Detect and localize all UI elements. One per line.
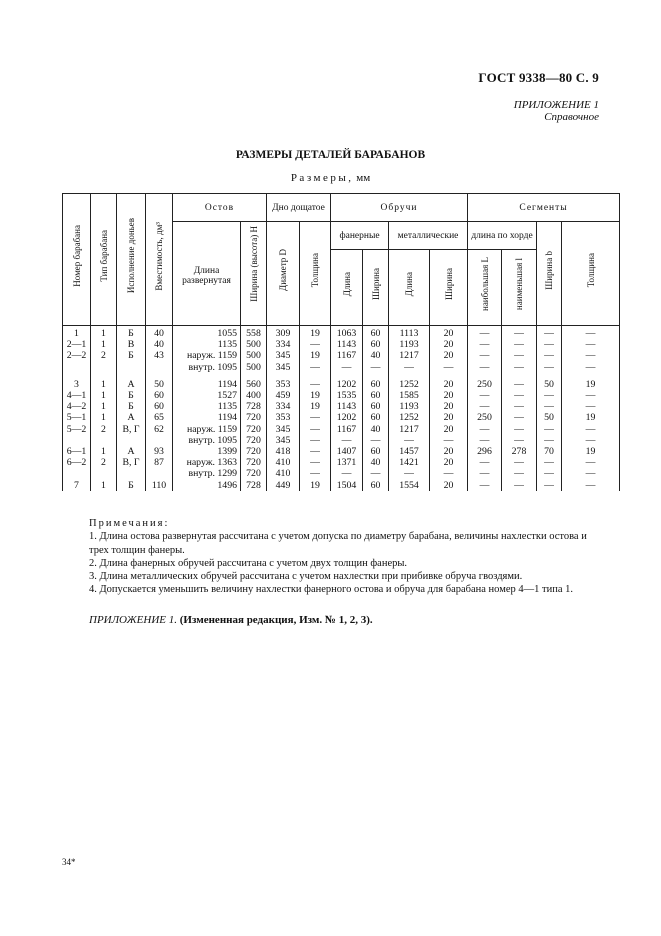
table-cell: 1	[91, 326, 117, 340]
table-cell: —	[562, 350, 620, 361]
table-cell: 20	[430, 326, 468, 340]
table-cell: —	[562, 390, 620, 401]
table-cell: 62	[146, 424, 173, 435]
group-metal: металлические	[389, 222, 468, 250]
table-cell: 60	[363, 412, 389, 423]
table-cell	[63, 468, 91, 479]
table-cell: —	[300, 468, 331, 479]
table-cell: 1193	[389, 401, 430, 412]
table-cell: —	[502, 424, 537, 435]
table-cell: Б	[117, 390, 146, 401]
table-cell: —	[502, 457, 537, 468]
table-cell: 560	[241, 379, 267, 390]
table-cell: —	[468, 480, 502, 491]
table-cell: Б	[117, 350, 146, 361]
table-cell: —	[430, 468, 468, 479]
col-dlina-razvernutaya: Длина развернутая	[173, 222, 241, 326]
col-shirina-h: Ширина (высота) H	[241, 222, 267, 326]
table-row	[63, 379, 620, 390]
table-cell: Б	[117, 401, 146, 412]
table-cell: —	[363, 435, 389, 446]
table-cell: 2	[91, 350, 117, 361]
table-cell: —	[562, 424, 620, 435]
col-ispolnenie: Исполнение доньев	[117, 194, 146, 326]
col-diametr: Диаметр D	[267, 222, 300, 326]
table-cell: внутр. 1299	[173, 468, 241, 479]
table-cell: 40	[146, 326, 173, 340]
table-cell: 410	[267, 457, 300, 468]
table-cell: 2	[91, 457, 117, 468]
table-cell: 1	[91, 412, 117, 423]
table-cell: 2—1	[63, 339, 91, 350]
table-cell: —	[562, 401, 620, 412]
table-row	[63, 446, 620, 457]
table-cell: 720	[241, 424, 267, 435]
table-cell: —	[331, 435, 363, 446]
table-cell: 60	[363, 339, 389, 350]
table-cell: 20	[430, 424, 468, 435]
table-cell	[91, 468, 117, 479]
table-cell: —	[468, 468, 502, 479]
table-cell: Б	[117, 326, 146, 340]
table-cell: 6—2	[63, 457, 91, 468]
table-row	[63, 480, 620, 491]
table-cell: —	[300, 339, 331, 350]
table-cell: —	[389, 468, 430, 479]
table-cell: 1371	[331, 457, 363, 468]
table-cell	[146, 362, 173, 373]
table-cell: 19	[562, 379, 620, 390]
table-cell: 1202	[331, 412, 363, 423]
note-2: 2. Длина фанерных обручей рассчитана с учетом двух толщин фанеры.	[89, 557, 408, 569]
table-cell: Б	[117, 480, 146, 491]
table-cell: —	[537, 435, 562, 446]
table-cell: —	[502, 379, 537, 390]
table-row	[63, 390, 620, 401]
table-cell: 418	[267, 446, 300, 457]
table-cell: —	[363, 362, 389, 373]
table-cell: внутр. 1095	[173, 435, 241, 446]
table-cell: 720	[241, 412, 267, 423]
table-cell: —	[537, 390, 562, 401]
table-cell: 1	[63, 326, 91, 340]
standard-header: ГОСТ 9338—80 С. 9	[478, 70, 599, 85]
table-cell: 410	[267, 468, 300, 479]
table-cell: 353	[267, 379, 300, 390]
table-cell: —	[562, 435, 620, 446]
table-cell: 1217	[389, 350, 430, 361]
note-3: 3. Длина металлических обручей рассчитана с учетом нахлестки при прибивке обруча гвоздями.	[89, 571, 523, 583]
table-row	[63, 457, 620, 468]
table-cell: 1167	[331, 350, 363, 361]
table-cell: —	[562, 468, 620, 479]
table-cell: 345	[267, 350, 300, 361]
table-cell: 345	[267, 435, 300, 446]
table-cell: 19	[562, 446, 620, 457]
table-cell: 19	[300, 350, 331, 361]
table-cell: 60	[146, 401, 173, 412]
table-body	[63, 326, 620, 491]
table-cell: 1217	[389, 424, 430, 435]
col-tip: Тип барабана	[91, 194, 117, 326]
table-cell: 1193	[389, 339, 430, 350]
table-cell: 1055	[173, 326, 241, 340]
table-cell: 60	[363, 379, 389, 390]
table-cell: 20	[430, 412, 468, 423]
table-cell: 250	[468, 412, 502, 423]
table-cell: —	[562, 457, 620, 468]
table-cell: 60	[363, 326, 389, 340]
table-cell: 720	[241, 446, 267, 457]
table-cell: —	[468, 339, 502, 350]
table-cell: 87	[146, 457, 173, 468]
dimensions-table	[62, 193, 620, 491]
table-cell: 459	[267, 390, 300, 401]
table-cell: —	[468, 424, 502, 435]
table-cell: внутр. 1095	[173, 362, 241, 373]
table-cell: 19	[300, 401, 331, 412]
table-cell: 1063	[331, 326, 363, 340]
table-cell: —	[502, 339, 537, 350]
table-cell: 40	[363, 457, 389, 468]
col-tolshchina-dno: Толщина	[300, 222, 331, 326]
col-tolshchina-seg: Толщина	[562, 222, 620, 326]
table-row	[63, 339, 620, 350]
table-cell: 1399	[173, 446, 241, 457]
col-fan-shirina: Ширина	[363, 250, 389, 326]
table-cell: А	[117, 446, 146, 457]
table-cell: 728	[241, 480, 267, 491]
table-cell: 1407	[331, 446, 363, 457]
table-row	[63, 362, 620, 373]
table-cell: 1554	[389, 480, 430, 491]
table-cell: —	[389, 362, 430, 373]
table-cell: 1135	[173, 339, 241, 350]
appendix-kind: Справочное	[544, 111, 599, 123]
group-obruchi: Обручи	[331, 194, 468, 222]
col-naibolshaya: наибольшая L	[468, 250, 502, 326]
table-cell: —	[300, 435, 331, 446]
table-cell: 65	[146, 412, 173, 423]
table-cell: наруж. 1159	[173, 350, 241, 361]
table-cell: 20	[430, 480, 468, 491]
table-cell: —	[468, 326, 502, 340]
col-met-dlina: Длина	[389, 250, 430, 326]
table-cell: В	[117, 339, 146, 350]
table-cell	[63, 435, 91, 446]
group-dlina-po-horde: длина по хорде	[468, 222, 537, 250]
table-cell: 500	[241, 350, 267, 361]
table-cell: —	[468, 390, 502, 401]
col-met-shirina: Ширина	[430, 250, 468, 326]
table-cell: 4—2	[63, 401, 91, 412]
table-cell: 1496	[173, 480, 241, 491]
table-cell: 1135	[173, 401, 241, 412]
change-note	[89, 614, 373, 626]
table-cell: 1421	[389, 457, 430, 468]
group-fanernye: фанерные	[331, 222, 389, 250]
table-cell: 60	[146, 390, 173, 401]
table-cell: 19	[562, 412, 620, 423]
table-cell	[117, 468, 146, 479]
table-cell	[117, 435, 146, 446]
table-cell: 1194	[173, 412, 241, 423]
table-row	[63, 401, 620, 412]
table-cell: 20	[430, 401, 468, 412]
table-cell: 345	[267, 362, 300, 373]
table-cell: 19	[300, 480, 331, 491]
table-cell: —	[300, 457, 331, 468]
table-cell: 353	[267, 412, 300, 423]
table-cell: —	[537, 468, 562, 479]
table-cell	[91, 362, 117, 373]
table-cell: 20	[430, 390, 468, 401]
table-cell: 2—2	[63, 350, 91, 361]
appendix-label	[514, 99, 599, 123]
table-cell: 1504	[331, 480, 363, 491]
table-cell: 558	[241, 326, 267, 340]
table-cell: 60	[363, 401, 389, 412]
units-mm: мм	[356, 172, 371, 184]
change-label: ПРИЛОЖЕНИЕ 1.	[89, 614, 177, 626]
table-cell: 500	[241, 339, 267, 350]
table-cell: —	[468, 435, 502, 446]
table-cell: 20	[430, 457, 468, 468]
table-cell: 20	[430, 379, 468, 390]
table-cell: А	[117, 412, 146, 423]
table-cell: 309	[267, 326, 300, 340]
table-cell: 50	[537, 379, 562, 390]
table-cell: —	[468, 350, 502, 361]
table-cell: —	[537, 362, 562, 373]
table-cell: 40	[146, 339, 173, 350]
table-cell: 1	[91, 339, 117, 350]
notes-heading: Примечания:	[89, 518, 170, 529]
table-cell: 3	[63, 379, 91, 390]
group-segmenty: Сегменты	[468, 194, 620, 222]
table-cell: —	[300, 446, 331, 457]
table-cell: 4—1	[63, 390, 91, 401]
table-cell	[146, 435, 173, 446]
table-cell: 40	[363, 424, 389, 435]
table-cell: —	[537, 480, 562, 491]
col-naimenshaya: наименьшая l	[502, 250, 537, 326]
table-cell: 720	[241, 468, 267, 479]
table-cell: —	[502, 480, 537, 491]
table-cell: —	[502, 390, 537, 401]
table-cell: —	[430, 362, 468, 373]
table-cell: 50	[146, 379, 173, 390]
table-cell: А	[117, 379, 146, 390]
table-cell: —	[331, 468, 363, 479]
col-vmestimost: Вместимость, дм³	[146, 194, 173, 326]
table-cell: 60	[363, 480, 389, 491]
table-cell: —	[389, 435, 430, 446]
table-cell: 60	[363, 446, 389, 457]
table-cell: 50	[537, 412, 562, 423]
table-cell: —	[502, 326, 537, 340]
table-cell: 110	[146, 480, 173, 491]
table-cell: 1202	[331, 379, 363, 390]
table-cell	[91, 435, 117, 446]
table-row	[63, 326, 620, 340]
table-cell: 1167	[331, 424, 363, 435]
table-cell: 720	[241, 435, 267, 446]
table-cell: 1457	[389, 446, 430, 457]
table-cell: 250	[468, 379, 502, 390]
table-cell: 20	[430, 350, 468, 361]
table-cell: —	[300, 424, 331, 435]
table-cell: —	[502, 435, 537, 446]
table-cell: 334	[267, 339, 300, 350]
table-cell: 93	[146, 446, 173, 457]
table-cell	[146, 468, 173, 479]
table-cell: —	[562, 326, 620, 340]
table-cell: —	[537, 457, 562, 468]
notes-block	[89, 517, 609, 597]
table-row	[63, 412, 620, 423]
table-cell: —	[537, 350, 562, 361]
table-cell: 1	[91, 446, 117, 457]
table-cell: 70	[537, 446, 562, 457]
table-cell: 19	[300, 326, 331, 340]
table-cell: —	[502, 350, 537, 361]
table-cell	[117, 362, 146, 373]
table-cell: 7	[63, 480, 91, 491]
table-cell: —	[537, 339, 562, 350]
table-cell: —	[430, 435, 468, 446]
table-cell: —	[537, 326, 562, 340]
table-cell: 1	[91, 480, 117, 491]
table-cell: —	[562, 362, 620, 373]
table-cell: 5—2	[63, 424, 91, 435]
table-cell: 2	[91, 424, 117, 435]
table-cell: 334	[267, 401, 300, 412]
change-text: (Измененная редакция, Изм. № 1, 2, 3).	[179, 614, 373, 626]
group-ostov: Остов	[173, 194, 267, 222]
table-cell: —	[300, 412, 331, 423]
col-fan-dlina: Длина	[331, 250, 363, 326]
table-cell: 1527	[173, 390, 241, 401]
table-cell: наруж. 1363	[173, 457, 241, 468]
table-row	[63, 435, 620, 446]
table-cell: 20	[430, 446, 468, 457]
col-nomer: Номер барабана	[63, 194, 91, 326]
table-cell: —	[502, 468, 537, 479]
table-row	[63, 350, 620, 361]
table-cell: 1113	[389, 326, 430, 340]
page-number: 34*	[62, 857, 76, 867]
table-cell: —	[562, 480, 620, 491]
table-cell: —	[502, 362, 537, 373]
table-cell: —	[502, 412, 537, 423]
table-cell: 296	[468, 446, 502, 457]
table-cell: 345	[267, 424, 300, 435]
table-row	[63, 424, 620, 435]
table-cell: 5—1	[63, 412, 91, 423]
table-cell: 1535	[331, 390, 363, 401]
note-1: 1. Длина остова развернутая рассчитана с учетом допуска по диаметру барабана, величины нахлестки остова и трех толщин фанеры.	[89, 531, 587, 556]
group-dno: Дно дощатое	[267, 194, 331, 222]
page-title: РАЗМЕРЫ ДЕТАЛЕЙ БАРАБАНОВ	[235, 149, 426, 161]
table-cell: 1143	[331, 339, 363, 350]
table-cell: 1585	[389, 390, 430, 401]
table-cell: —	[468, 401, 502, 412]
table-cell: —	[363, 468, 389, 479]
table-cell: 1	[91, 401, 117, 412]
table-cell: 1252	[389, 412, 430, 423]
table-cell: 278	[502, 446, 537, 457]
table-cell: В, Г	[117, 424, 146, 435]
table-cell: В, Г	[117, 457, 146, 468]
table-cell: 1194	[173, 379, 241, 390]
table-cell: 1	[91, 379, 117, 390]
table-cell: наруж. 1159	[173, 424, 241, 435]
table-cell: 449	[267, 480, 300, 491]
table-cell: 1252	[389, 379, 430, 390]
table-row	[63, 468, 620, 479]
units-caption	[0, 172, 661, 184]
units-word: Размеры,	[290, 172, 354, 184]
table-cell: 43	[146, 350, 173, 361]
table-cell: 20	[430, 339, 468, 350]
table-cell	[63, 362, 91, 373]
table-cell: 1	[91, 390, 117, 401]
table-cell: 728	[241, 401, 267, 412]
table-cell: 19	[300, 390, 331, 401]
table-cell: 1143	[331, 401, 363, 412]
table-cell: 720	[241, 457, 267, 468]
table-cell: —	[468, 457, 502, 468]
col-shirina-b: Ширина b	[537, 222, 562, 326]
table-cell: 40	[363, 350, 389, 361]
table-cell: —	[537, 401, 562, 412]
table-cell: 6—1	[63, 446, 91, 457]
appendix-number: ПРИЛОЖЕНИЕ 1	[513, 99, 599, 111]
table-cell: —	[300, 362, 331, 373]
table-cell: —	[502, 401, 537, 412]
table-cell: 60	[363, 390, 389, 401]
table-cell: —	[537, 424, 562, 435]
note-4: 4. Допускается уменьшить величину нахлестки фанерного остова и обруча для барабана номер 4—1 типа 1.	[89, 584, 574, 596]
table-cell: 500	[241, 362, 267, 373]
table-cell: 400	[241, 390, 267, 401]
table-cell: —	[468, 362, 502, 373]
table-cell: —	[562, 339, 620, 350]
table-cell: —	[331, 362, 363, 373]
table-cell: —	[300, 379, 331, 390]
